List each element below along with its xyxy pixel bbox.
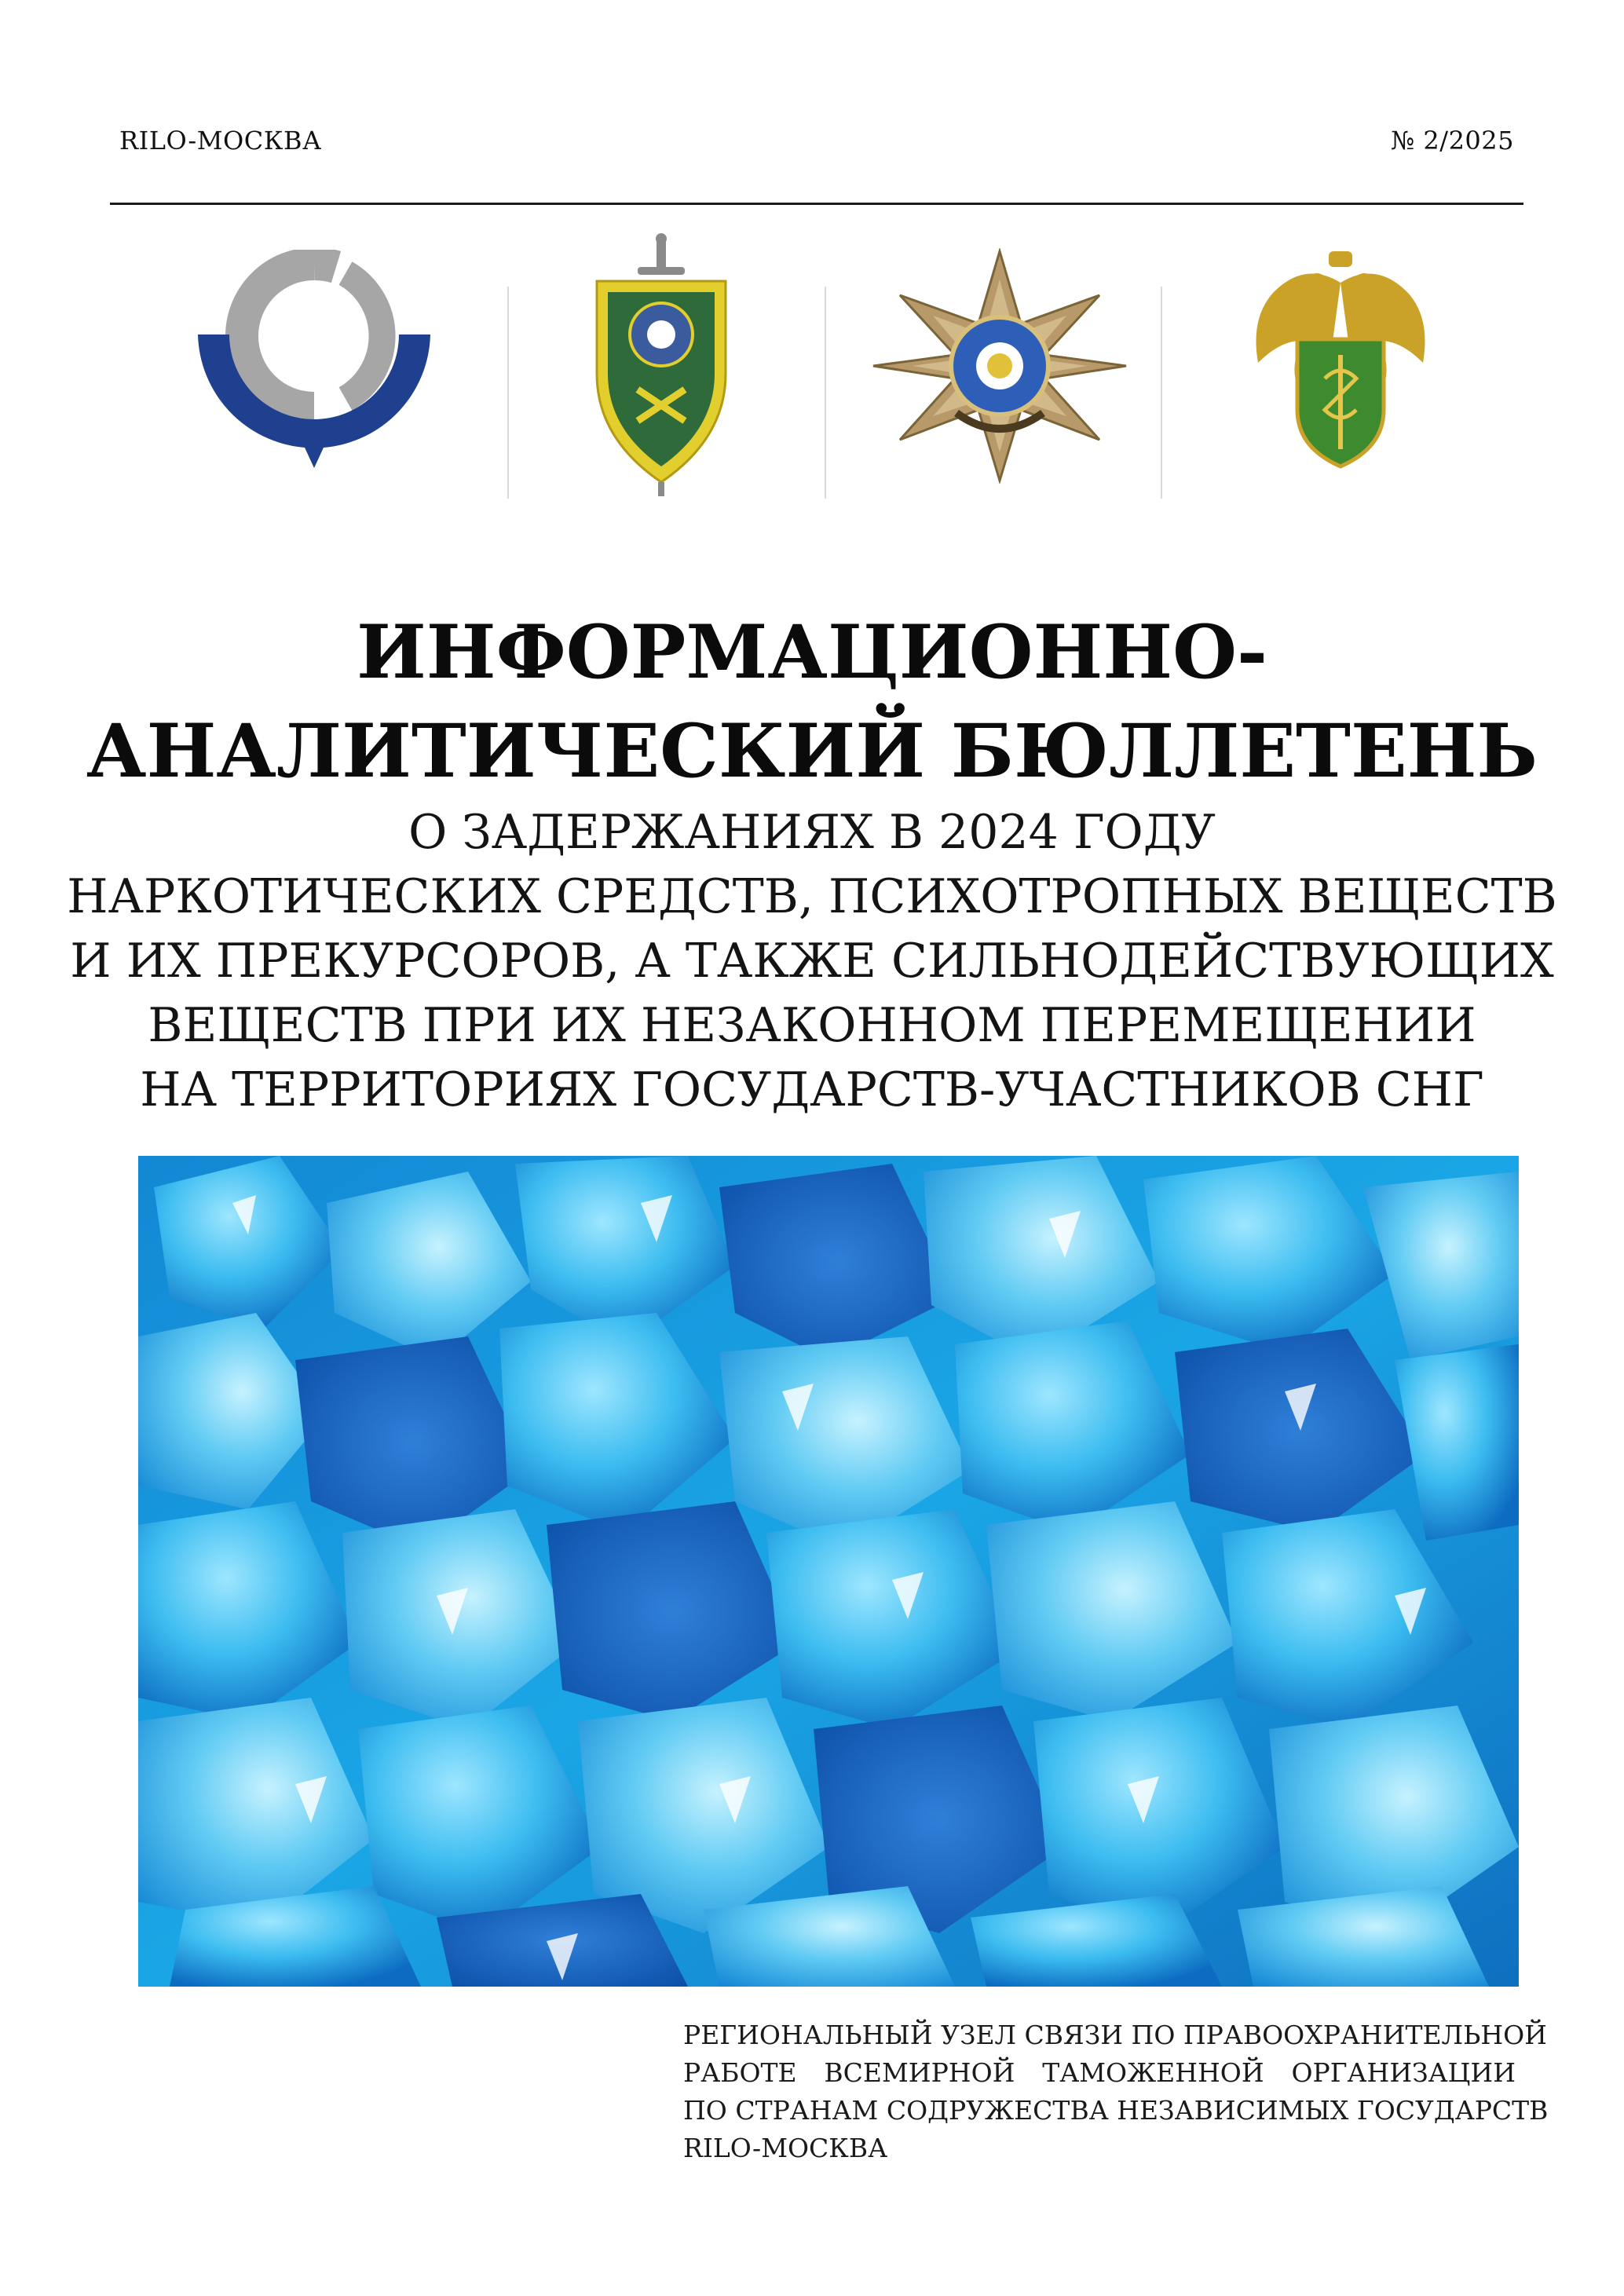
subtitle-line-3: И ИХ ПРЕКУРСОРОВ, А ТАКЖЕ СИЛЬНОДЕЙСТВУЮЩИХ <box>70 934 1554 989</box>
header-divider <box>110 203 1523 205</box>
rilo-moscow-shield-emblem-icon <box>583 232 740 499</box>
subtitle-line-5: НА ТЕРРИТОРИЯХ ГОСУДАРСТВ-УЧАСТНИКОВ СНГ <box>140 1062 1484 1117</box>
cis-star-emblem-icon <box>870 248 1129 484</box>
blue-crystals-photo <box>138 1156 1519 1987</box>
logo-separator <box>507 287 509 499</box>
logo-separator <box>825 287 826 499</box>
subtitle-line-2: НАРКОТИЧЕСКИХ СРЕДСТВ, ПСИХОТРОПНЫХ ВЕЩЕСТВ <box>67 869 1557 924</box>
organization-line-4: RILO-МОСКВА <box>683 2133 888 2163</box>
organization-line-2: РАБОТЕ ВСЕМИРНОЙ ТАМОЖЕННОЙ ОРГАНИЗАЦИИ <box>683 2057 1516 2088</box>
title-line-1: ИНФОРМАЦИОННО- <box>356 609 1268 696</box>
organization-line-1: РЕГИОНАЛЬНЫЙ УЗЕЛ СВЯЗИ ПО ПРАВООХРАНИТЕЛЬНОЙ <box>683 2020 1547 2050</box>
organization-line-3: ПО СТРАНАМ СОДРУЖЕСТВА НЕЗАВИСИМЫХ ГОСУДАРСТВ <box>683 2095 1549 2126</box>
crystals-image <box>138 1156 1519 1987</box>
logo-separator <box>1161 287 1162 499</box>
wco-emblem-icon <box>188 250 440 477</box>
title-line-2: АНАЛИТИЧЕСКИЙ БЮЛЛЕТЕНЬ <box>86 708 1538 795</box>
subtitle-line-4: ВЕЩЕСТВ ПРИ ИХ НЕЗАКОННОМ ПЕРЕМЕЩЕНИИ <box>148 998 1476 1053</box>
subtitle-line-1: О ЗАДЕРЖАНИЯХ В 2024 ГОДУ <box>408 805 1216 860</box>
issue-number: № 2/2025 <box>1390 126 1514 155</box>
header-left-label: RILO-МОСКВА <box>119 126 322 155</box>
russian-customs-eagle-emblem-icon <box>1242 245 1439 473</box>
organization-block <box>683 2016 1549 2167</box>
